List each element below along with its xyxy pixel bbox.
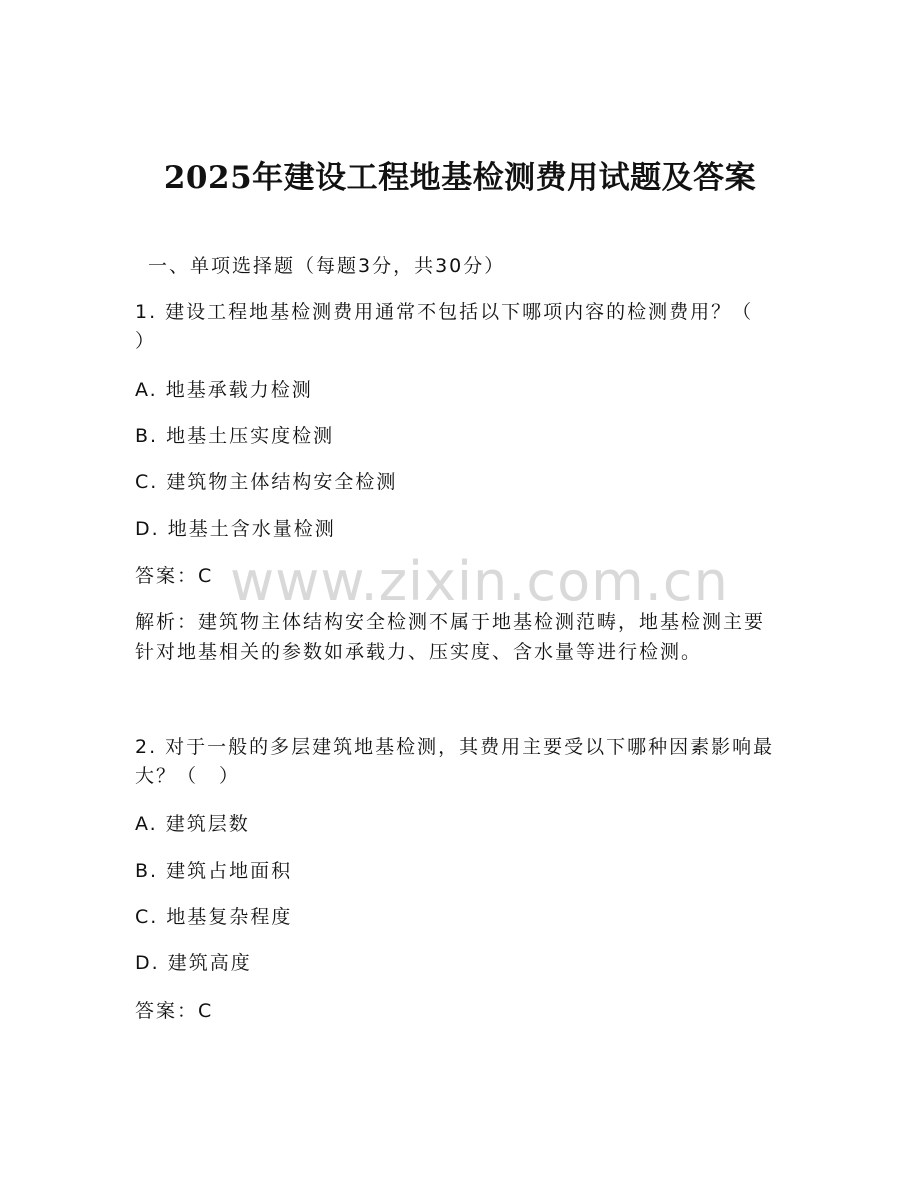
- question-1-analysis-line-2: 针对地基相关的参数如承载力、压实度、含水量等进行检测。: [135, 641, 703, 663]
- question-1-stem-line-1: 1. 建设工程地基检测费用通常不包括以下哪项内容的检测费用？（: [135, 301, 754, 323]
- section-heading: 一、单项选择题（每题3分，共30分）: [148, 255, 506, 277]
- question-1-option-d: D. 地基土含水量检测: [135, 518, 336, 540]
- question-2-option-a: A. 建筑层数: [135, 813, 250, 835]
- question-1-analysis-line-1: 解析：建筑物主体结构安全检测不属于地基检测范畴，地基检测主要: [135, 611, 766, 633]
- question-2-stem-line-2: 大？（ ）: [135, 765, 241, 787]
- watermark: www.zixin.com.cn: [230, 550, 729, 613]
- question-1-option-a: A. 地基承载力检测: [135, 379, 313, 401]
- question-2-answer: 答案：C: [135, 1000, 214, 1022]
- question-1-option-b: B. 地基土压实度检测: [135, 425, 335, 447]
- question-1-option-c: C. 建筑物主体结构安全检测: [135, 471, 398, 493]
- question-1-answer: 答案：C: [135, 565, 214, 587]
- question-2-option-d: D. 建筑高度: [135, 952, 252, 974]
- question-2-stem-line-1: 2. 对于一般的多层建筑地基检测，其费用主要受以下哪种因素影响最: [135, 736, 775, 758]
- question-2-option-c: C. 地基复杂程度: [135, 906, 293, 928]
- page-title: 2025年建设工程地基检测费用试题及答案: [163, 160, 757, 196]
- question-1-stem-line-2: ）: [135, 330, 157, 352]
- question-2-option-b: B. 建筑占地面积: [135, 860, 293, 882]
